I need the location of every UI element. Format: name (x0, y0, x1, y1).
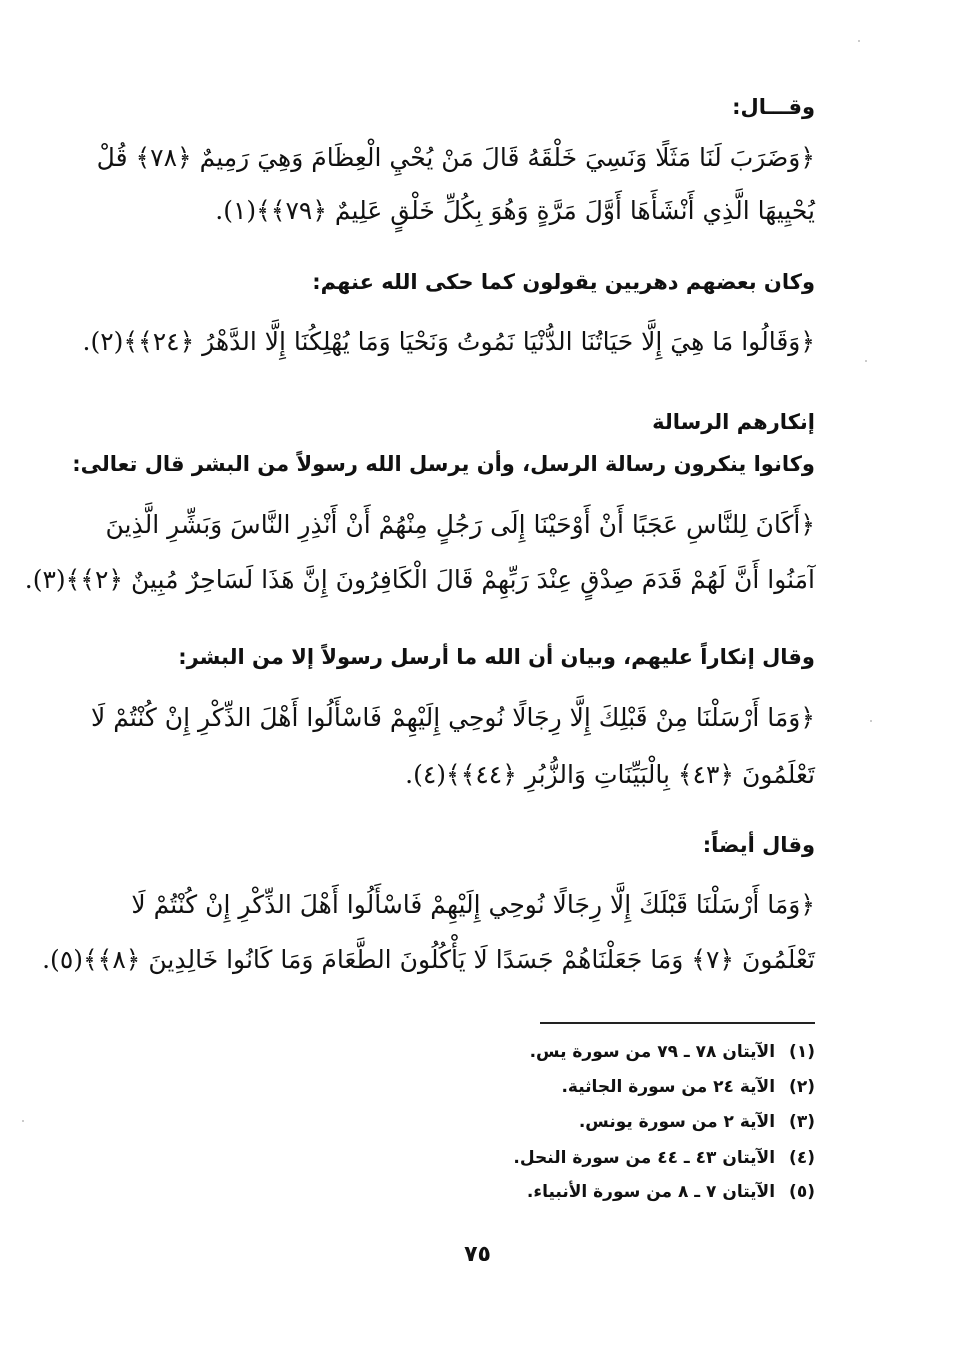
text-line-rebuttal: وقال إنكاراً عليهم، وبيان أن الله ما أرسل رسولاً إلا من البشر: (178, 645, 815, 669)
footnote-item (395, 1042, 815, 1062)
quran-verse-line: آمَنُوا أَنَّ لَهُمْ قَدَمَ صِدْقٍ عِنْدَ رَبِّهِمْ قَالَ الْكَافِرُونَ إِنَّ هَذَا لَسَاحِرٌ مُبِينٌ ﴿٢﴾﴾(٣). (24, 565, 815, 594)
page-number: ٧٥ (464, 1242, 491, 1267)
section-heading: إنكارهم الرسالة (652, 410, 815, 434)
footnote-number: (٢) (789, 1077, 815, 1097)
footnote-item (395, 1077, 815, 1097)
quran-verse-line: ﴿وَضَرَبَ لَنَا مَثَلًا وَنَسِيَ خَلْقَهُ قَالَ مَنْ يُحْيِ الْعِظَامَ وَهِيَ رَمِيمٌ ﴿٧٨﴾ قُلْ (96, 143, 815, 172)
footnote-number: (٥) (789, 1182, 815, 1202)
footnote-number: (١) (789, 1042, 815, 1062)
scan-dust (870, 720, 872, 722)
quran-verse-line: تَعْلَمُونَ ﴿٧﴾ وَمَا جَعَلْنَاهُمْ جَسَدًا لَا يَأْكُلُونَ الطَّعَامَ وَمَا كَانُوا خَالِدِينَ ﴿٨﴾﴾(٥). (42, 945, 815, 974)
quran-verse-line: ﴿وَقَالُوا مَا هِيَ إِلَّا حَيَاتُنَا الدُّنْيَا نَمُوتُ وَنَحْيَا وَمَا يُهْلِكُنَا إِلَّا الدَّهْرُ ﴿٢٤﴾﴾(٢). (82, 327, 815, 356)
footnote-text: الآيتان ٧٨ ـ ٧٩ من سورة يس. (529, 1042, 776, 1062)
footnote-text: الآيتان ٧ ـ ٨ من سورة الأنبياء. (526, 1182, 776, 1202)
footnote-item (395, 1182, 815, 1202)
footnote-number: (٤) (789, 1148, 815, 1168)
footnote-divider (540, 1022, 815, 1024)
footnote-item (395, 1148, 815, 1168)
quran-verse-line: يُحْيِيهَا الَّذِي أَنْشَأَهَا أَوَّلَ مَرَّةٍ وَهُوَ بِكُلِّ خَلْقٍ عَلِيمٌ ﴿٧٩﴾﴾(١). (215, 196, 815, 225)
scan-dust (865, 360, 867, 362)
scan-dust (22, 1120, 24, 1122)
footnote-text: الآية ٢ من سورة يونس. (578, 1112, 776, 1132)
scan-dust (858, 40, 860, 42)
text-line-dahriyyin: وكان بعضهم دهريين يقولون كما حكى الله عنهم: (312, 270, 815, 294)
quran-verse-line: ﴿وَمَا أَرْسَلْنَا مِنْ قَبْلِكَ إِلَّا رِجَالًا نُوحِي إِلَيْهِمْ فَاسْأَلُوا أَهْلَ الذِّكْرِ إِنْ كُنْتُمْ لَا (91, 703, 815, 732)
footnote-number: (٣) (789, 1112, 815, 1132)
quran-verse-line: تَعْلَمُونَ ﴿٤٣﴾ بِالْبَيِّنَاتِ وَالزُّبُرِ ﴿٤٤﴾﴾(٤). (405, 760, 815, 789)
footnote-text: الآية ٢٤ من سورة الجاثية. (561, 1077, 776, 1097)
footnote-text: الآيتان ٤٣ ـ ٤٤ من سورة النحل. (513, 1148, 776, 1168)
text-line-denial: وكانوا ينكرون رسالة الرسل، وأن يرسل الله رسولاً من البشر قال تعالى: (72, 452, 815, 476)
footnote-item (395, 1112, 815, 1132)
quran-verse-line: ﴿وَمَا أَرْسَلْنَا قَبْلَكَ إِلَّا رِجَالًا نُوحِي إِلَيْهِمْ فَاسْأَلُوا أَهْلَ الذِّكْرِ إِنْ كُنْتُمْ لَا (131, 890, 815, 919)
text-line-said: وقـــال: (732, 95, 815, 119)
text-line-also: وقال أيضاً: (702, 833, 815, 857)
quran-verse-line: ﴿أَكَانَ لِلنَّاسِ عَجَبًا أَنْ أَوْحَيْنَا إِلَى رَجُلٍ مِنْهُمْ أَنْ أَنْذِرِ النَّاسَ وَبَشِّرِ الَّذِينَ (105, 510, 815, 539)
